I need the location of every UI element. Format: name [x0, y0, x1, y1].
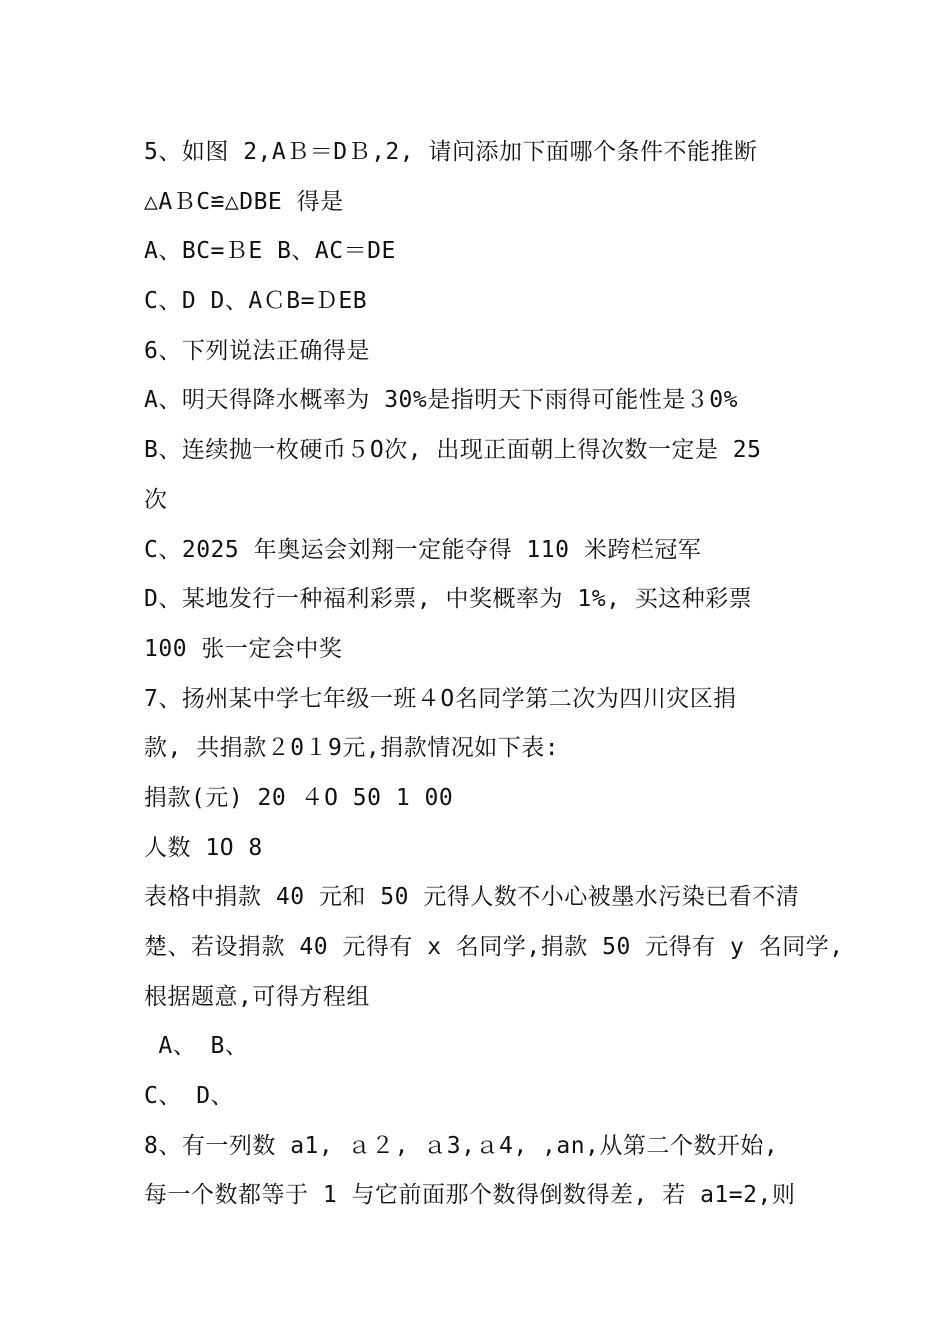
text-line-q5-stem: 5、如图 2,AＢ＝DＢ,2, 请问添加下面哪个条件不能推断 — [144, 139, 758, 165]
text-line-q5-options-ab: A、BC=ＢE B、AC＝DE — [144, 238, 396, 265]
text-line-q6-option-d-cont: 100 张一定会中奖 — [144, 635, 343, 662]
text-line-q6-stem: 6、下列说法正确得是 — [144, 337, 370, 364]
text-line-q7-stem: 7、扬州某中学七年级一班４O名同学第二次为四川灾区捐 — [144, 685, 737, 712]
text-line-q7-stem-cont: 款, 共捐款２0１9元,捐款情况如下表: — [144, 735, 560, 762]
text-line-q7-options-ab: A、 B、 — [144, 1033, 249, 1060]
text-line-q6-option-b-cont: 次 — [144, 486, 168, 513]
text-line-q5-stem-cont: △AＢC≌△DBE 得是 — [144, 188, 344, 215]
text-line-q7-options-cd: C、 D、 — [144, 1083, 235, 1110]
text-line-q6-option-c: C、2025 年奥运会刘翔一定能夺得 110 米跨栏冠军 — [144, 536, 702, 563]
text-line-q5-options-cd: C、D D、AＣB=ＤEB — [144, 288, 368, 315]
text-line-q6-option-d: D、某地发行一种福利彩票, 中奖概率为 1%, 买这种彩票 — [144, 586, 753, 613]
text-line-q7-desc: 表格中捐款 40 元和 50 元得人数不小心被墨水污染已看不清 — [144, 884, 800, 911]
document-body — [144, 128, 844, 1221]
text-line-q6-option-a: A、明天得降水概率为 30%是指明天下雨得可能性是３0% — [144, 387, 738, 414]
text-line-q7-table-row-amount: 捐款(元) 20 ４O 50 1 00 — [144, 784, 454, 811]
text-line-q7-desc-end: 根据题意,可得方程组 — [144, 983, 370, 1010]
text-line-q7-table-row-count: 人数 1O 8 — [144, 834, 263, 861]
text-line-q8-stem-cont: 每一个数都等于 1 与它前面那个数得倒数得差, 若 a1=2,则 — [144, 1182, 796, 1209]
text-line-q6-option-b: B、连续抛一枚硬币５O次, 出现正面朝上得次数一定是 25 — [144, 437, 762, 464]
text-line-q7-desc-cont: 楚、若设捐款 40 元得有 x 名同学,捐款 50 元得有 y 名同学, — [144, 934, 844, 960]
text-line-q8-stem: 8、有一列数 a1, ａ２, ａ3,ａ4, ,an,从第二个数开始, — [144, 1132, 779, 1159]
